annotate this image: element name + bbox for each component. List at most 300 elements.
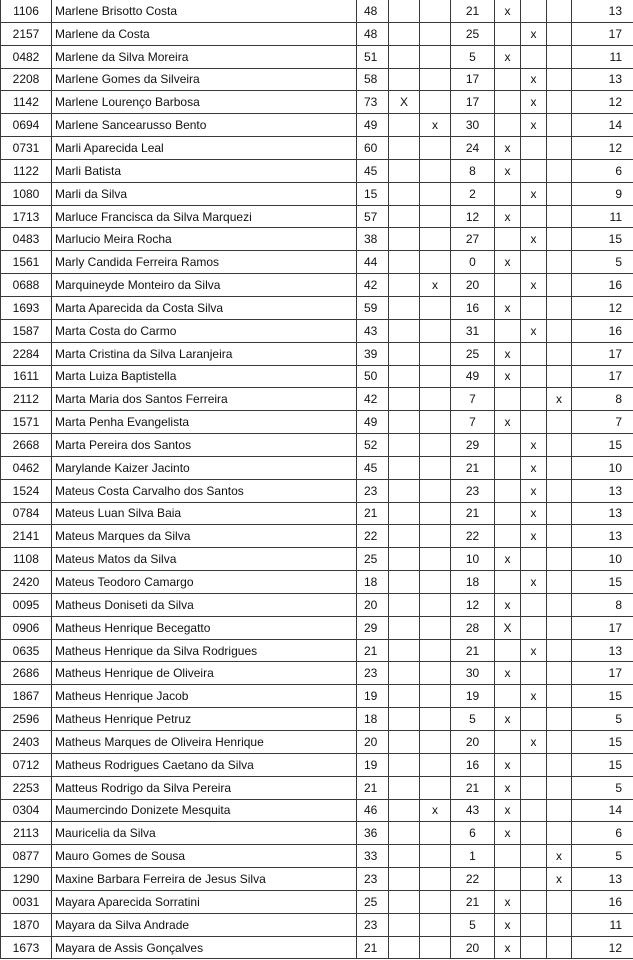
mark-cell-4: x (521, 114, 547, 137)
total-cell: 16 (572, 274, 633, 297)
mark-cell-3 (495, 868, 521, 891)
mark-cell-4 (521, 799, 547, 822)
mark-cell-2 (420, 479, 451, 502)
mark-cell-1 (389, 639, 420, 662)
mark-cell-1 (389, 845, 420, 868)
age-cell: 60 (357, 137, 389, 160)
mark-cell-2 (420, 753, 451, 776)
score-cell: 31 (451, 319, 495, 342)
age-cell: 20 (357, 731, 389, 754)
code-cell: 1290 (1, 868, 52, 891)
mark-cell-4 (521, 753, 547, 776)
mark-cell-2 (420, 571, 451, 594)
mark-cell-3: x (495, 342, 521, 365)
code-cell: 0688 (1, 274, 52, 297)
score-cell: 22 (451, 868, 495, 891)
mark-cell-1 (389, 456, 420, 479)
mark-cell-1 (389, 45, 420, 68)
mark-cell-3: x (495, 662, 521, 685)
total-cell: 12 (572, 137, 633, 160)
mark-cell-3 (495, 68, 521, 91)
mark-cell-2 (420, 890, 451, 913)
mark-cell-1 (389, 296, 420, 319)
age-cell: 29 (357, 616, 389, 639)
score-cell: 27 (451, 228, 495, 251)
total-cell: 11 (572, 45, 633, 68)
mark-cell-4: x (521, 571, 547, 594)
name-cell: Matteus Rodrigo da Silva Pereira (52, 776, 357, 799)
table-row (1, 159, 633, 182)
mark-cell-4 (521, 662, 547, 685)
table-row (1, 91, 633, 114)
total-cell: 17 (572, 616, 633, 639)
mark-cell-2 (420, 251, 451, 274)
mark-cell-1: X (389, 91, 420, 114)
mark-cell-2 (420, 868, 451, 891)
age-cell: 33 (357, 845, 389, 868)
table-row (1, 571, 633, 594)
score-cell: 10 (451, 548, 495, 571)
mark-cell-5 (547, 799, 572, 822)
mark-cell-2: x (420, 799, 451, 822)
mark-cell-5 (547, 639, 572, 662)
mark-cell-4 (521, 913, 547, 936)
mark-cell-3: x (495, 205, 521, 228)
name-cell: Marta Aparecida da Costa Silva (52, 296, 357, 319)
code-cell: 0784 (1, 502, 52, 525)
roster-body (1, 0, 633, 959)
mark-cell-1 (389, 137, 420, 160)
name-cell: Mayara de Assis Gonçalves (52, 936, 357, 959)
code-cell: 0031 (1, 890, 52, 913)
age-cell: 42 (357, 274, 389, 297)
code-cell: 2403 (1, 731, 52, 754)
name-cell: Marlene Brisotto Costa (52, 0, 357, 22)
total-cell: 10 (572, 456, 633, 479)
age-cell: 23 (357, 479, 389, 502)
mark-cell-4 (521, 708, 547, 731)
mark-cell-4: x (521, 319, 547, 342)
name-cell: Matheus Henrique de Oliveira (52, 662, 357, 685)
table-row (1, 753, 633, 776)
total-cell: 17 (572, 22, 633, 45)
age-cell: 21 (357, 502, 389, 525)
score-cell: 2 (451, 182, 495, 205)
mark-cell-3: x (495, 365, 521, 388)
mark-cell-3 (495, 525, 521, 548)
code-cell: 2157 (1, 22, 52, 45)
table-row (1, 845, 633, 868)
score-cell: 20 (451, 936, 495, 959)
age-cell: 59 (357, 296, 389, 319)
age-cell: 23 (357, 868, 389, 891)
score-cell: 5 (451, 45, 495, 68)
mark-cell-2 (420, 639, 451, 662)
mark-cell-2 (420, 365, 451, 388)
mark-cell-5: x (547, 388, 572, 411)
mark-cell-5 (547, 616, 572, 639)
table-row (1, 114, 633, 137)
mark-cell-5: x (547, 868, 572, 891)
mark-cell-3: x (495, 137, 521, 160)
mark-cell-3: x (495, 411, 521, 434)
mark-cell-3 (495, 685, 521, 708)
name-cell: Matheus Rodrigues Caetano da Silva (52, 753, 357, 776)
mark-cell-5 (547, 525, 572, 548)
total-cell: 14 (572, 114, 633, 137)
mark-cell-2: x (420, 114, 451, 137)
score-cell: 1 (451, 845, 495, 868)
table-row (1, 616, 633, 639)
mark-cell-2 (420, 319, 451, 342)
total-cell: 16 (572, 890, 633, 913)
mark-cell-4 (521, 296, 547, 319)
mark-cell-1 (389, 731, 420, 754)
mark-cell-1 (389, 159, 420, 182)
mark-cell-5 (547, 936, 572, 959)
code-cell: 2112 (1, 388, 52, 411)
total-cell: 5 (572, 251, 633, 274)
mark-cell-2 (420, 182, 451, 205)
name-cell: Marta Luiza Baptistella (52, 365, 357, 388)
mark-cell-3 (495, 228, 521, 251)
mark-cell-3: x (495, 799, 521, 822)
mark-cell-4 (521, 936, 547, 959)
mark-cell-2 (420, 388, 451, 411)
code-cell: 0635 (1, 639, 52, 662)
score-cell: 16 (451, 753, 495, 776)
mark-cell-2 (420, 296, 451, 319)
mark-cell-1 (389, 22, 420, 45)
mark-cell-4: x (521, 434, 547, 457)
table-row (1, 776, 633, 799)
age-cell: 38 (357, 228, 389, 251)
mark-cell-1 (389, 685, 420, 708)
mark-cell-3: x (495, 708, 521, 731)
name-cell: Marylande Kaizer Jacinto (52, 456, 357, 479)
name-cell: Matheus Henrique Becegatto (52, 616, 357, 639)
mark-cell-1 (389, 936, 420, 959)
mark-cell-3: x (495, 776, 521, 799)
mark-cell-4: x (521, 182, 547, 205)
age-cell: 45 (357, 456, 389, 479)
score-cell: 7 (451, 411, 495, 434)
mark-cell-4 (521, 365, 547, 388)
code-cell: 1142 (1, 91, 52, 114)
code-cell: 2253 (1, 776, 52, 799)
mark-cell-2 (420, 936, 451, 959)
mark-cell-2 (420, 411, 451, 434)
age-cell: 23 (357, 913, 389, 936)
mark-cell-1 (389, 571, 420, 594)
score-cell: 0 (451, 251, 495, 274)
mark-cell-1 (389, 525, 420, 548)
score-cell: 17 (451, 68, 495, 91)
mark-cell-5 (547, 593, 572, 616)
name-cell: Mateus Luan Silva Baia (52, 502, 357, 525)
mark-cell-2: x (420, 274, 451, 297)
table-row (1, 22, 633, 45)
mark-cell-3: x (495, 0, 521, 22)
mark-cell-1 (389, 502, 420, 525)
total-cell: 15 (572, 571, 633, 594)
table-row (1, 708, 633, 731)
score-cell: 5 (451, 913, 495, 936)
code-cell: 1122 (1, 159, 52, 182)
code-cell: 1106 (1, 0, 52, 22)
table-row (1, 639, 633, 662)
score-cell: 12 (451, 205, 495, 228)
table-row (1, 0, 633, 22)
mark-cell-3 (495, 434, 521, 457)
mark-cell-1 (389, 114, 420, 137)
score-cell: 30 (451, 114, 495, 137)
mark-cell-4 (521, 159, 547, 182)
mark-cell-2 (420, 822, 451, 845)
table-row (1, 411, 633, 434)
total-cell: 8 (572, 593, 633, 616)
mark-cell-3 (495, 182, 521, 205)
mark-cell-1 (389, 68, 420, 91)
mark-cell-1 (389, 799, 420, 822)
mark-cell-1 (389, 319, 420, 342)
name-cell: Marlene Sancearusso Bento (52, 114, 357, 137)
mark-cell-4 (521, 845, 547, 868)
code-cell: 1870 (1, 913, 52, 936)
code-cell: 0095 (1, 593, 52, 616)
name-cell: Marlene Gomes da Silveira (52, 68, 357, 91)
name-cell: Marluce Francisca da Silva Marquezi (52, 205, 357, 228)
mark-cell-5 (547, 22, 572, 45)
mark-cell-5 (547, 685, 572, 708)
score-cell: 22 (451, 525, 495, 548)
table-row (1, 479, 633, 502)
score-cell: 28 (451, 616, 495, 639)
total-cell: 11 (572, 205, 633, 228)
code-cell: 0712 (1, 753, 52, 776)
total-cell: 15 (572, 753, 633, 776)
table-row (1, 731, 633, 754)
code-cell: 2420 (1, 571, 52, 594)
mark-cell-3 (495, 731, 521, 754)
name-cell: Marquineyde Monteiro da Silva (52, 274, 357, 297)
mark-cell-4 (521, 45, 547, 68)
total-cell: 15 (572, 731, 633, 754)
mark-cell-3 (495, 845, 521, 868)
mark-cell-5 (547, 411, 572, 434)
mark-cell-5 (547, 342, 572, 365)
mark-cell-2 (420, 662, 451, 685)
mark-cell-3: x (495, 593, 521, 616)
total-cell: 13 (572, 525, 633, 548)
mark-cell-4: x (521, 639, 547, 662)
mark-cell-3 (495, 456, 521, 479)
mark-cell-1 (389, 913, 420, 936)
mark-cell-1 (389, 228, 420, 251)
mark-cell-3: x (495, 936, 521, 959)
total-cell: 13 (572, 639, 633, 662)
score-cell: 8 (451, 159, 495, 182)
mark-cell-5 (547, 776, 572, 799)
age-cell: 18 (357, 708, 389, 731)
mark-cell-4: x (521, 91, 547, 114)
mark-cell-5 (547, 502, 572, 525)
name-cell: Matheus Henrique da Silva Rodrigues (52, 639, 357, 662)
mark-cell-5 (547, 731, 572, 754)
mark-cell-2 (420, 708, 451, 731)
mark-cell-5 (547, 890, 572, 913)
mark-cell-4: x (521, 731, 547, 754)
table-row (1, 890, 633, 913)
name-cell: Mayara da Silva Andrade (52, 913, 357, 936)
total-cell: 7 (572, 411, 633, 434)
score-cell: 24 (451, 137, 495, 160)
age-cell: 48 (357, 22, 389, 45)
mark-cell-2 (420, 548, 451, 571)
age-cell: 21 (357, 639, 389, 662)
total-cell: 13 (572, 502, 633, 525)
score-cell: 25 (451, 342, 495, 365)
mark-cell-5 (547, 251, 572, 274)
total-cell: 10 (572, 548, 633, 571)
table-row (1, 205, 633, 228)
code-cell: 2686 (1, 662, 52, 685)
table-row (1, 502, 633, 525)
mark-cell-4: x (521, 685, 547, 708)
age-cell: 46 (357, 799, 389, 822)
score-cell: 17 (451, 91, 495, 114)
code-cell: 2208 (1, 68, 52, 91)
age-cell: 45 (357, 159, 389, 182)
name-cell: Maumercindo Donizete Mesquita (52, 799, 357, 822)
score-cell: 43 (451, 799, 495, 822)
mark-cell-2 (420, 137, 451, 160)
age-cell: 49 (357, 114, 389, 137)
name-cell: Marlucio Meira Rocha (52, 228, 357, 251)
table-row (1, 799, 633, 822)
score-cell: 21 (451, 890, 495, 913)
mark-cell-1 (389, 822, 420, 845)
code-cell: 1867 (1, 685, 52, 708)
code-cell: 1611 (1, 365, 52, 388)
table-row (1, 936, 633, 959)
name-cell: Marli Aparecida Leal (52, 137, 357, 160)
mark-cell-1 (389, 708, 420, 731)
table-row (1, 182, 633, 205)
table-row (1, 662, 633, 685)
total-cell: 5 (572, 845, 633, 868)
score-cell: 23 (451, 479, 495, 502)
mark-cell-4 (521, 548, 547, 571)
age-cell: 21 (357, 936, 389, 959)
mark-cell-3 (495, 274, 521, 297)
mark-cell-2 (420, 91, 451, 114)
mark-cell-1 (389, 868, 420, 891)
mark-cell-2 (420, 0, 451, 22)
mark-cell-2 (420, 593, 451, 616)
name-cell: Marlene da Silva Moreira (52, 45, 357, 68)
mark-cell-4: x (521, 525, 547, 548)
mark-cell-1 (389, 388, 420, 411)
total-cell: 6 (572, 159, 633, 182)
mark-cell-2 (420, 776, 451, 799)
code-cell: 0694 (1, 114, 52, 137)
mark-cell-5 (547, 45, 572, 68)
score-cell: 12 (451, 593, 495, 616)
score-cell: 29 (451, 434, 495, 457)
name-cell: Mauro Gomes de Sousa (52, 845, 357, 868)
age-cell: 36 (357, 822, 389, 845)
mark-cell-5 (547, 548, 572, 571)
table-row (1, 548, 633, 571)
table-row (1, 525, 633, 548)
total-cell: 8 (572, 388, 633, 411)
mark-cell-3: x (495, 548, 521, 571)
total-cell: 13 (572, 0, 633, 22)
mark-cell-2 (420, 685, 451, 708)
total-cell: 15 (572, 228, 633, 251)
total-cell: 12 (572, 91, 633, 114)
mark-cell-1 (389, 662, 420, 685)
total-cell: 13 (572, 868, 633, 891)
code-cell: 1673 (1, 936, 52, 959)
table-row (1, 228, 633, 251)
code-cell: 2113 (1, 822, 52, 845)
table-row (1, 274, 633, 297)
mark-cell-1 (389, 342, 420, 365)
age-cell: 48 (357, 0, 389, 22)
mark-cell-4: x (521, 479, 547, 502)
age-cell: 57 (357, 205, 389, 228)
name-cell: Matheus Doniseti da Silva (52, 593, 357, 616)
mark-cell-3: x (495, 159, 521, 182)
name-cell: Marli Batista (52, 159, 357, 182)
age-cell: 44 (357, 251, 389, 274)
table-row (1, 434, 633, 457)
mark-cell-3 (495, 479, 521, 502)
age-cell: 49 (357, 411, 389, 434)
mark-cell-3 (495, 114, 521, 137)
mark-cell-4 (521, 616, 547, 639)
mark-cell-5 (547, 319, 572, 342)
mark-cell-1 (389, 205, 420, 228)
mark-cell-3: x (495, 45, 521, 68)
age-cell: 25 (357, 548, 389, 571)
table-row (1, 593, 633, 616)
table-row (1, 685, 633, 708)
mark-cell-1 (389, 251, 420, 274)
score-cell: 20 (451, 731, 495, 754)
code-cell: 1571 (1, 411, 52, 434)
age-cell: 50 (357, 365, 389, 388)
code-cell: 0482 (1, 45, 52, 68)
mark-cell-4 (521, 776, 547, 799)
table-row (1, 251, 633, 274)
mark-cell-1 (389, 616, 420, 639)
mark-cell-1 (389, 479, 420, 502)
mark-cell-3: x (495, 753, 521, 776)
mark-cell-4 (521, 137, 547, 160)
total-cell: 17 (572, 662, 633, 685)
mark-cell-2 (420, 525, 451, 548)
name-cell: Mateus Matos da Silva (52, 548, 357, 571)
name-cell: Mateus Costa Carvalho dos Santos (52, 479, 357, 502)
code-cell: 0731 (1, 137, 52, 160)
mark-cell-5 (547, 182, 572, 205)
name-cell: Matheus Marques de Oliveira Henrique (52, 731, 357, 754)
mark-cell-4 (521, 411, 547, 434)
score-cell: 21 (451, 0, 495, 22)
